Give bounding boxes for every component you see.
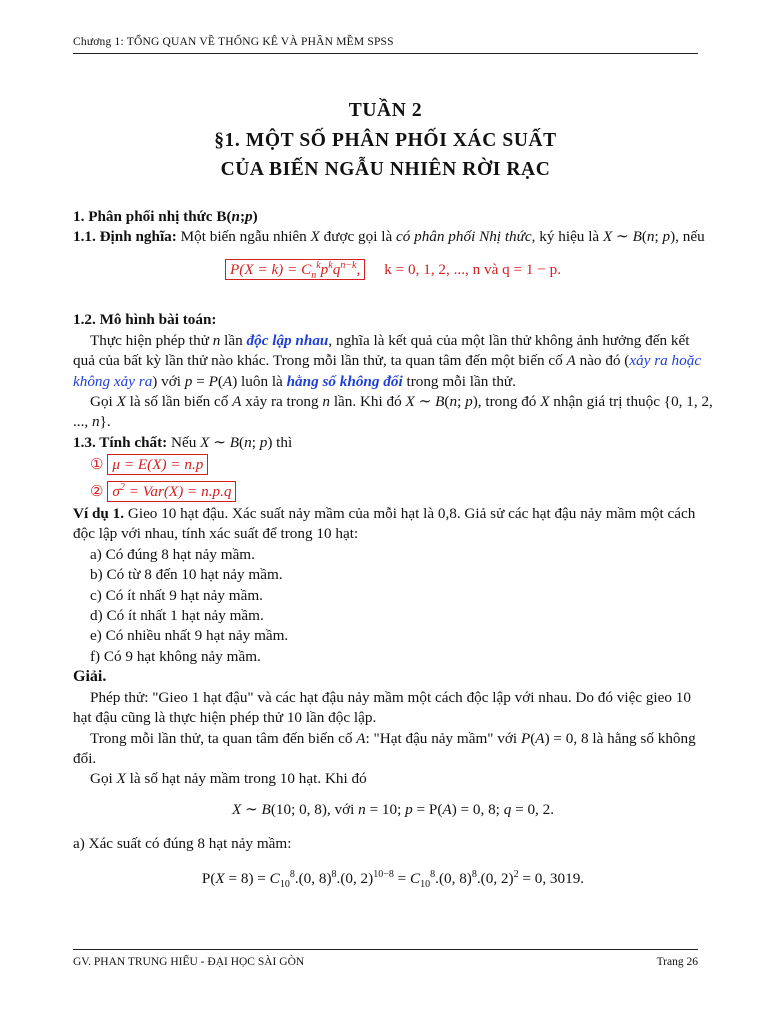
page-title-section: §1. MỘT SỐ PHÂN PHỐI XÁC SUẤT [214, 130, 557, 151]
property-mean-box: μ = E(X) = n.p [107, 454, 208, 475]
solution-paragraph-1: Phép thử: "Gieo 1 hạt đậu" và các hạt đậu nảy mầm một cách độc lập với nhau. Do đó việc gieo 10 hạt đậu cũng là thực hiện phép thử 10 lần độc lập. [73, 688, 691, 727]
binomial-formula [73, 256, 713, 287]
property-mean [73, 455, 713, 475]
page-footer [73, 949, 698, 968]
running-header: Chương 1: TỔNG QUAN VỀ THỐNG KÊ VÀ PHẦN MỀM SPSS [73, 36, 698, 54]
footer-page-number: Trang 26 [656, 956, 698, 968]
property-variance-box: $\sigma^2 = Var(X) = n.p.q$ [107, 481, 236, 502]
solution-paragraph-2: Trong mỗi lần thử, ta quan tâm đến biến cố A: "Hạt đậu nảy mầm" với P(A) = 0, 8 là hằng số không đổi. [73, 729, 696, 767]
occur-or-not-emphasis: xảy ra hoặc không xảy ra [73, 352, 702, 390]
solution-heading: Giải. [73, 668, 107, 686]
section-binomial-heading: 1. Phân phối nhị thức B(n;p) [73, 208, 258, 225]
example-label: Ví dụ 1. [73, 505, 125, 523]
example-paragraph [73, 504, 713, 545]
model-paragraph-2: Gọi X là số lần biến cố A xảy ra trong n lần. Khi đó X ∼ B(n; p), trong đó X nhận giá trị thuộc {0, 1, 2, ..., n}. [73, 392, 713, 431]
part-a-equation: $P(X = 8) = C_{10}^8.(0$, 8)$^8$.(0, $2)^{10-8} = C_{10}^8.(0$, 8)$^8$.(0, 2)$^2$ = 0, 3019. [201, 868, 585, 890]
document-body [73, 207, 713, 905]
list-item: b) Có từ 8 đến 10 hạt nảy mầm. [90, 566, 283, 584]
binomial-formula-box: $P(X = k) = C_n^kp^kq^{n-k}$, [225, 259, 365, 280]
list-item: f) Có 9 hạt không nảy mầm. [90, 647, 261, 665]
model-heading: 1.2. Mô hình bài toán: [73, 311, 217, 329]
page-title-week: TUẦN 2 [348, 100, 423, 121]
properties-line: 1.3. Tính chất: Nếu X ∼ B(n; p) thì [73, 433, 293, 451]
example-text: Gieo 10 hạt đậu. Xác suất nảy mầm của mỗi hạt là 0,8. Giả sử các hạt đậu nảy mầm một cách độc lập với nhau, tính xác suất để trong 10 hạt: [73, 505, 696, 543]
list-item: d) Có ít nhất 1 hạt nảy mầm. [90, 607, 264, 625]
part-a-label: a) Xác suất có đúng 8 hạt nảy mầm: [73, 835, 292, 853]
property-1-number: ① [90, 456, 104, 474]
model-paragraph-1: Thực hiện phép thử n lần độc lập nhau, nghĩa là kết quả của một lần thử không ảnh hưởng đến kết quả của bất kỳ lần thử nào khác. Trong mỗi lần thử, ta quan tâm đến một biến cố A nào đó (xảy ra hoặc không xảy ra) với p = P(A) luôn là hằng số không đổi trong mỗi lần thử. [73, 331, 702, 390]
independent-emphasis: độc lập nhau [246, 331, 329, 349]
definition-label: 1.1. Định nghĩa: [73, 228, 177, 246]
binomial-formula-condition: k = 0, 1, 2, ..., n và q = 1 − p. [384, 260, 561, 278]
properties-label: 1.3. Tính chất: [73, 433, 168, 451]
footer-author: GV. PHAN TRUNG HIẾU - ĐẠI HỌC SÀI GÒN [73, 956, 305, 968]
constant-emphasis: hằng số không đổi [286, 372, 403, 390]
property-variance [73, 478, 713, 502]
property-2-number: ② [90, 482, 104, 500]
distribution-equation: X ∼ B(10; 0, 8), với n = 10; p = P(A) = 0, 8; q = 0, 2. [231, 800, 555, 818]
solution-paragraph-3: Gọi X là số hạt nảy mầm trong 10 hạt. Khi đó [90, 770, 367, 788]
list-item: a) Có đúng 8 hạt nảy mầm. [90, 545, 255, 563]
list-item: c) Có ít nhất 9 hạt nảy mầm. [90, 586, 263, 604]
page-title-subtitle: CỦA BIẾN NGẪU NHIÊN RỜI RẠC [220, 159, 551, 180]
definition-paragraph: 1.1. Định nghĩa: Một biến ngẫu nhiên X được gọi là có phân phối Nhị thức, ký hiệu là X ∼ B(n; p), nếu [73, 228, 705, 246]
list-item: e) Có nhiều nhất 9 hạt nảy mầm. [90, 627, 289, 645]
